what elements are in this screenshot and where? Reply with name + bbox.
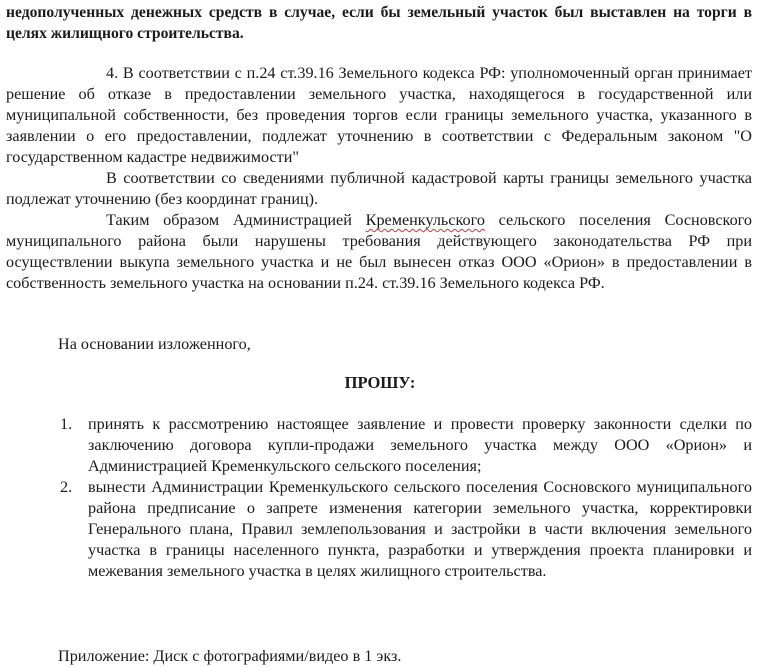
request-item-number: 2. [60,478,73,496]
request-item-number: 1. [60,415,73,433]
conclusion-text-after: сельского поселения Сосновского муниципального района были нарушены требования действующего законодательства РФ при осуществлении выкупа земельного участка и не был вынесен отказ ООО «Орион» в предоставлении в собственность земельного участка на основании п.24. ст.39.16 Земельного кодекса РФ. [6,211,752,292]
misspelled-word: Кременкульского [365,211,485,229]
paragraph-4: 4. В соответствии с п.24 ст.39.16 Земельного кодекса РФ: уполномоченный орган принимает решение об отказе в предоставлении земельного участка, находящегося в государственной или муниципальной собственности, без проведения торгов если границы земельного участка, указанного в заявлении о его предоставлении, подлежат уточнению в соответствии с Федеральным законом "О государственном кадастре недвижимости" [6,64,752,166]
paragraph-cadastral: В соответствии со сведениями публичной кадастровой карты границы земельного участка подлежат уточнению (без координат границ). [6,169,752,208]
request-item-2 [60,477,752,582]
request-item-1 [60,414,752,477]
attachment-note: Приложение: Диск с фотографиями/видео в 1 экз. [58,647,402,665]
request-item-text: вынести Администрации Кременкульского сельского поселения Сосновского муниципального района предписание о запрете изменения категории земельного участка, корректировки Генерального плана, Правил землепользования и застройки в части включения земельного участка в границы населенного пункта, разработки и утверждения проекта планировки и межевания земельного участка в целях жилищного строительства. [88,478,752,580]
intro-bold-paragraph: недополученных денежных средств в случае, если бы земельный участок был выставлен на торги в целях жилищного строительства. [6,4,752,42]
based-on-text: На основании изложенного, [58,335,251,353]
request-title: ПРОШУ: [344,373,416,392]
paragraph-conclusion [6,210,752,294]
request-item-text: принять к рассмотрению настоящее заявление и провести проверку законности сделки по заключению договора купли-продажи земельного участка между ООО «Орион» и Администрацией Кременкульского сельского поселения; [88,415,752,475]
conclusion-text-before: Таким образом Администрацией [106,211,366,229]
